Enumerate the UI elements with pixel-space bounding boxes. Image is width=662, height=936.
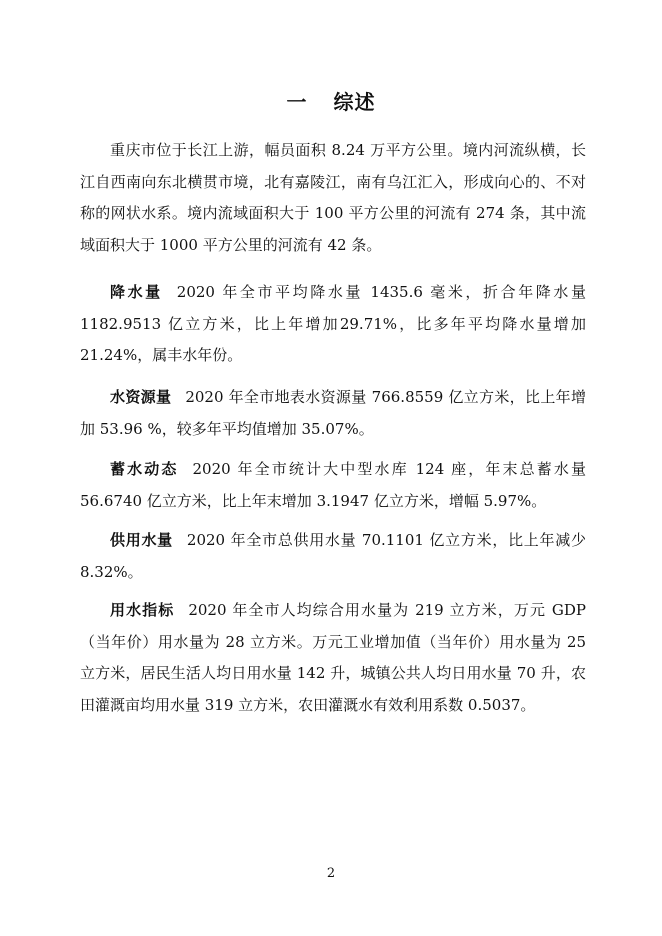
usage-indicators-paragraph [80, 595, 586, 721]
page-number: 2 [326, 866, 336, 881]
supply-term: 供用水量 [110, 531, 173, 549]
supply-paragraph [80, 525, 586, 588]
intro-paragraph: 重庆市位于长江上游，幅员面积 8.24 万平方公里。境内河流纵横，长江自西南向东北横贯市境，北有嘉陵江，南有乌江汇入，形成向心的、不对称的网状水系。境内流域面积大于 100 平方公里的河流有 274 条，其中流域面积大于 1000 平方公里的河流有 42 条。 [80, 141, 586, 254]
usage-indicators-term: 用水指标 [110, 601, 175, 619]
water-resources-term: 水资源量 [110, 388, 172, 406]
precipitation-term: 降水量 [110, 283, 163, 301]
storage-paragraph [80, 454, 586, 517]
usage-indicators-text: 2020 年全市人均综合用水量为 219 立方米，万元 GDP（当年价）用水量为 28 立方米。万元工业增加值（当年价）用水量为 25 立方米，居民生活人均日用水量 142 升，城镇公共人均日用水量 70 升，农田灌溉亩均用水量 319 立方米，农田灌溉水有效利用系数 0.5037。 [80, 601, 586, 714]
precipitation-text: 2020 年全市平均降水量 1435.6 毫米，折合年降水量 1182.9513 亿立方米，比上年增加29.71%，比多年平均降水量增加21.24%，属丰水年份。 [80, 283, 586, 364]
section-title: 综述 [333, 90, 376, 114]
supply-text: 2020 年全市总供用水量 70.1101 亿立方米，比上年减少 8.32%。 [80, 531, 586, 581]
storage-text: 2020 年全市统计大中型水库 124 座，年末总蓄水量 56.6740 亿立方米，比上年末增加 3.1947 亿立方米，增幅 5.97%。 [80, 460, 586, 510]
section-number: 一 [286, 90, 308, 114]
water-resources-text: 2020 年全市地表水资源量 766.8559 亿立方米，比上年增加 53.96 %，较多年平均值增加 35.07%。 [80, 388, 586, 438]
water-resources-paragraph [80, 382, 586, 445]
section-heading [0, 86, 662, 115]
storage-term: 蓄水动态 [110, 460, 179, 478]
precipitation-paragraph [80, 277, 586, 372]
